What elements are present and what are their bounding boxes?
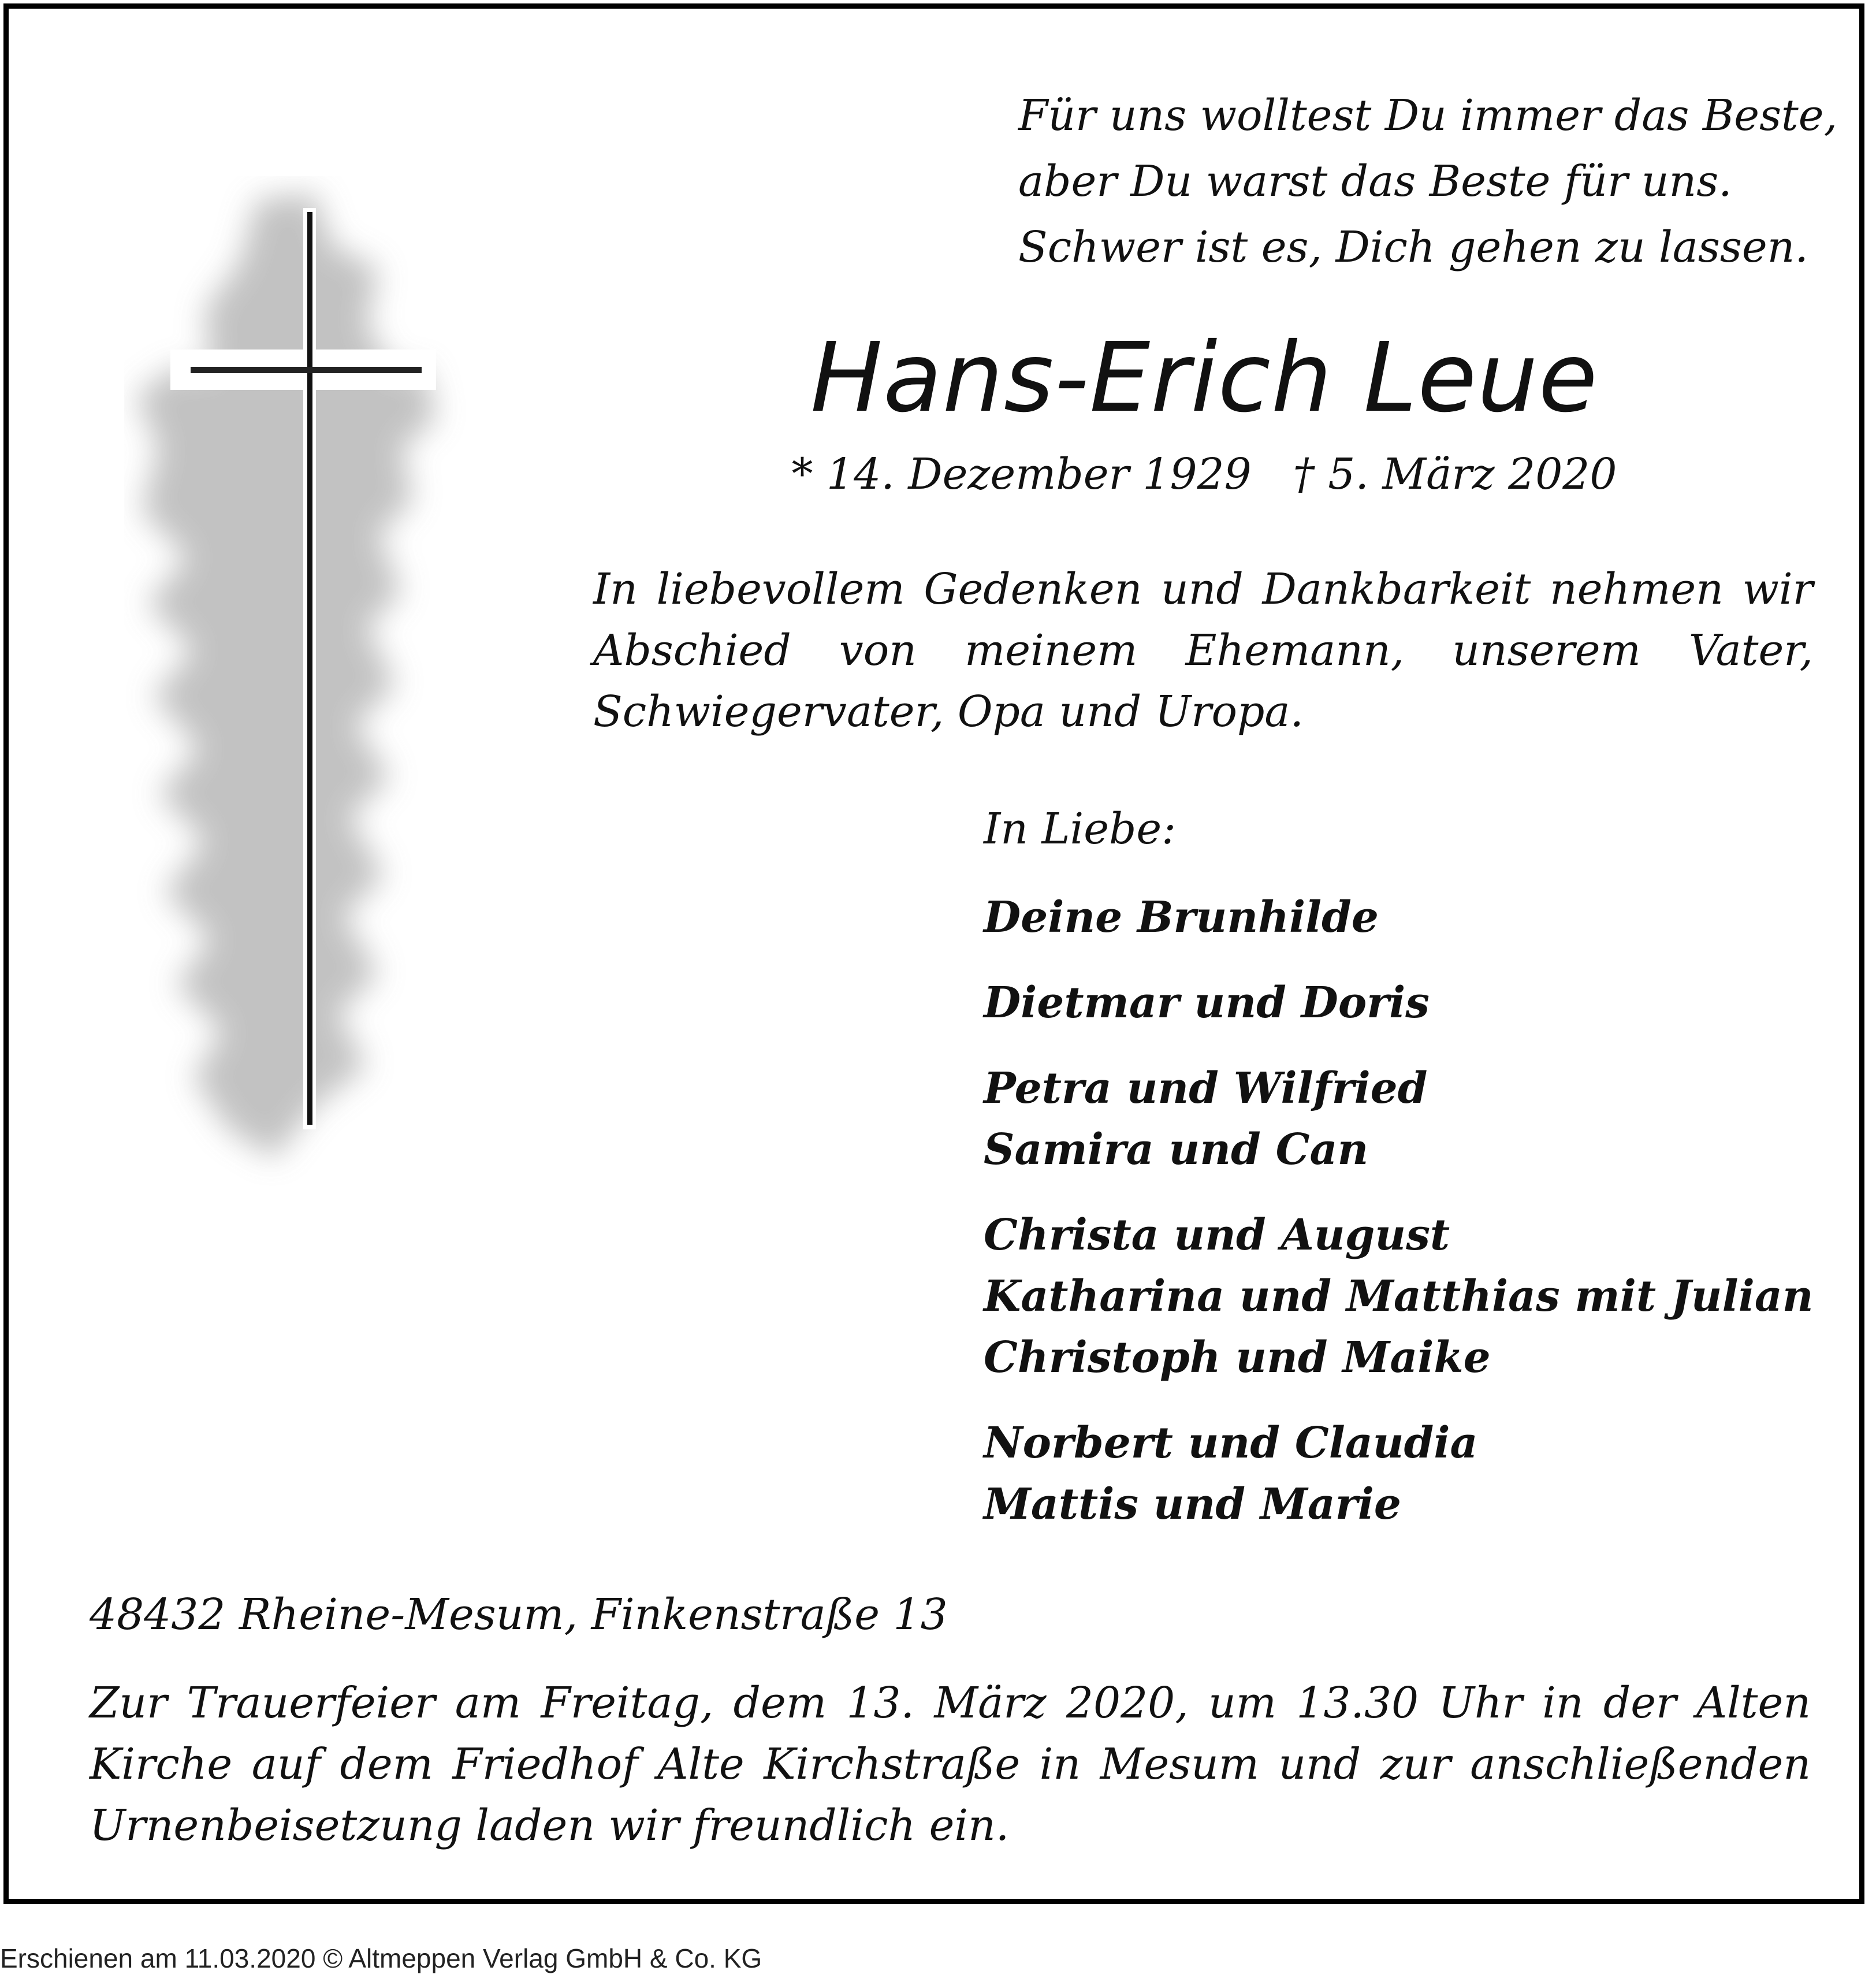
farewell-text: In liebevollem Gedenken und Dankbarkeit nehmen wir Abschied von meinem Ehemann, unserem Vater, Schwiegervater, Opa und Uropa. bbox=[593, 564, 1813, 737]
deceased-name: Hans-Erich Leue bbox=[810, 322, 1598, 434]
mourner-line: Deine Brunhilde bbox=[984, 893, 1379, 942]
publication-footer: Erschienen am 11.03.2020 © Altmeppen Verlag GmbH & Co. KG bbox=[0, 1943, 762, 1973]
mourner-line: Dietmar und Doris bbox=[984, 978, 1430, 1028]
mourner-line: Petra und Wilfried bbox=[984, 1064, 1428, 1113]
mourner-line: Norbert und Claudia bbox=[984, 1418, 1478, 1468]
cross-icon bbox=[124, 176, 500, 1193]
mourner-group bbox=[984, 1058, 1827, 1180]
mourner-line: Christa und August bbox=[984, 1210, 1450, 1260]
family-address: 48432 Rheine-Mesum, Finkenstraße 13 bbox=[90, 1590, 948, 1639]
mourners-list bbox=[984, 800, 1827, 1559]
mourner-group bbox=[984, 1204, 1827, 1388]
motto-line: Für uns wolltest Du immer das Beste, bbox=[1018, 91, 1838, 140]
motto-line: Schwer ist es, Dich gehen zu lassen. bbox=[1018, 222, 1808, 272]
mourner-line: Samira und Can bbox=[984, 1125, 1369, 1174]
birth-date: * 14. Dezember 1929 bbox=[791, 449, 1252, 499]
mourner-group bbox=[984, 972, 1827, 1033]
motto-verse bbox=[1018, 83, 1838, 280]
mourner-group bbox=[984, 1412, 1827, 1535]
mourner-line: Mattis und Marie bbox=[984, 1479, 1401, 1529]
mourner-group bbox=[984, 887, 1827, 948]
mourner-line: Katharina und Matthias mit Julian bbox=[984, 1271, 1814, 1321]
mourner-line: Christoph und Maike bbox=[984, 1333, 1491, 1382]
mourners-heading: In Liebe: bbox=[984, 804, 1177, 854]
motto-line: aber Du warst das Beste für uns. bbox=[1018, 157, 1732, 206]
notice-frame bbox=[3, 3, 1864, 1904]
life-dates bbox=[586, 447, 1822, 502]
death-date: † 5. März 2020 bbox=[1293, 449, 1617, 499]
service-details: Zur Trauerfeier am Freitag, dem 13. März 2020, um 13.30 Uhr in der Alten Kirche auf dem Friedhof Alte Kirchstraße in Mesum und zur anschließenden Urnenbeisetzung laden wir freundlich ein. bbox=[90, 1678, 1811, 1850]
